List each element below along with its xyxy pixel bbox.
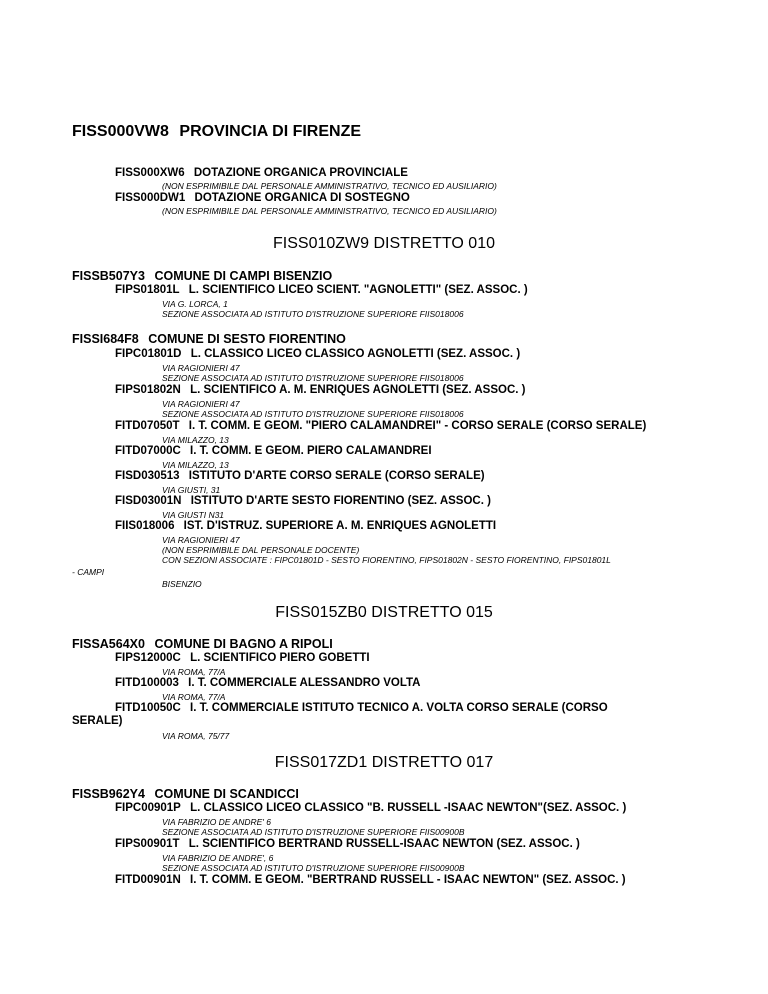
school-address: VIA FABRIZIO DE ANDRE', 6 bbox=[162, 853, 274, 863]
school-entry: FITD07000C I. T. COMM. E GEOM. PIERO CALAMANDREI bbox=[115, 445, 432, 457]
school-entry: FIPS01801L L. SCIENTIFICO LICEO SCIENT. "AGNOLETTI" (SEZ. ASSOC. ) bbox=[115, 284, 528, 296]
school-note: (NON ESPRIMIBILE DAL PERSONALE DOCENTE) bbox=[162, 545, 360, 555]
wrapped-text-fragment: SERALE) bbox=[72, 715, 123, 727]
school-address: VIA ROMA, 75/77 bbox=[162, 731, 230, 741]
school-address: VIA FABRIZIO DE ANDRE' 6 bbox=[162, 817, 271, 827]
school-address: VIA RAGIONIERI 47 bbox=[162, 399, 240, 409]
province-entry: FISS000DW1 DOTAZIONE ORGANICA DI SOSTEGNO bbox=[115, 192, 410, 204]
school-entry: FISD030513 ISTITUTO D'ARTE CORSO SERALE (CORSO SERALE) bbox=[115, 470, 485, 482]
school-entry: FIPC00901P L. CLASSICO LICEO CLASSICO "B. RUSSELL -ISAAC NEWTON"(SEZ. ASSOC. ) bbox=[115, 802, 627, 814]
comune-heading: FISSB962Y4 COMUNE DI SCANDICCI bbox=[72, 787, 299, 801]
school-entry: FIPS01802N L. SCIENTIFICO A. M. ENRIQUES AGNOLETTI (SEZ. ASSOC. ) bbox=[115, 384, 526, 396]
comune-heading: FISSA564X0 COMUNE DI BAGNO A RIPOLI bbox=[72, 637, 333, 651]
school-entry: FIPS00901T L. SCIENTIFICO BERTRAND RUSSELL-ISAAC NEWTON (SEZ. ASSOC. ) bbox=[115, 838, 580, 850]
district-heading: FISS015ZB0 DISTRETTO 015 bbox=[275, 604, 493, 621]
school-address: VIA RAGIONIERI 47 bbox=[162, 535, 240, 545]
school-entry: FIPS12000C L. SCIENTIFICO PIERO GOBETTI bbox=[115, 652, 370, 664]
school-entry: FITD07050T I. T. COMM. E GEOM. "PIERO CALAMANDREI" - CORSO SERALE (CORSO SERALE) bbox=[115, 420, 647, 432]
wrapped-text-fragment: BISENZIO bbox=[162, 579, 202, 589]
school-address: VIA MILAZZO, 13 bbox=[162, 460, 229, 470]
school-note: CON SEZIONI ASSOCIATE : FIPC01801D - SESTO FIORENTINO, FIPS01802N - SESTO FIORENTINO, FIPS01801L bbox=[162, 555, 611, 565]
school-note: SEZIONE ASSOCIATA AD ISTITUTO D'ISTRUZIONE SUPERIORE FIIS018006 bbox=[162, 409, 464, 419]
school-entry: FITD100003 I. T. COMMERCIALE ALESSANDRO VOLTA bbox=[115, 677, 421, 689]
school-address: VIA ROMA, 77/A bbox=[162, 667, 226, 677]
comune-heading: FISSB507Y3 COMUNE DI CAMPI BISENZIO bbox=[72, 269, 333, 283]
school-address: VIA ROMA, 77/A bbox=[162, 692, 226, 702]
school-note: SEZIONE ASSOCIATA AD ISTITUTO D'ISTRUZIONE SUPERIORE FIIS018006 bbox=[162, 309, 464, 319]
wrapped-text-fragment: - CAMPI bbox=[72, 567, 105, 577]
school-note: SEZIONE ASSOCIATA AD ISTITUTO D'ISTRUZIONE SUPERIORE FIIS00900B bbox=[162, 863, 465, 873]
school-entry: FIPC01801D L. CLASSICO LICEO CLASSICO AGNOLETTI (SEZ. ASSOC. ) bbox=[115, 348, 521, 360]
school-entry: FITD00901N I. T. COMM. E GEOM. "BERTRAND RUSSELL - ISAAC NEWTON" (SEZ. ASSOC. ) bbox=[115, 874, 626, 886]
province-name: PROVINCIA DI FIRENZE bbox=[179, 123, 362, 140]
school-entry: FIIS018006 IST. D'ISTRUZ. SUPERIORE A. M. ENRIQUES AGNOLETTI bbox=[115, 520, 497, 532]
school-address: VIA GIUSTI N31 bbox=[162, 510, 225, 520]
district-heading: FISS017ZD1 DISTRETTO 017 bbox=[274, 754, 494, 771]
school-address: VIA GIUSTI, 31 bbox=[162, 485, 221, 495]
comune-heading: FISSI684F8 COMUNE DI SESTO FIORENTINO bbox=[72, 332, 346, 346]
district-heading: FISS010ZW9 DISTRETTO 010 bbox=[273, 235, 495, 252]
province-code: FISS000VW8 bbox=[72, 123, 169, 140]
school-address: VIA MILAZZO, 13 bbox=[162, 435, 229, 445]
school-note: SEZIONE ASSOCIATA AD ISTITUTO D'ISTRUZIONE SUPERIORE FIIS00900B bbox=[162, 827, 465, 837]
entry-note: (NON ESPRIMIBILE DAL PERSONALE AMMINISTRATIVO, TECNICO ED AUSILIARIO) bbox=[162, 206, 497, 216]
school-address: VIA RAGIONIERI 47 bbox=[162, 363, 240, 373]
province-heading bbox=[72, 124, 361, 140]
school-entry: FITD10050C I. T. COMMERCIALE ISTITUTO TECNICO A. VOLTA CORSO SERALE (CORSO bbox=[115, 702, 608, 714]
school-address: VIA G. LORCA, 1 bbox=[162, 299, 228, 309]
province-entry: FISS000XW6 DOTAZIONE ORGANICA PROVINCIALE bbox=[115, 167, 408, 179]
entry-note: (NON ESPRIMIBILE DAL PERSONALE AMMINISTRATIVO, TECNICO ED AUSILIARIO) bbox=[162, 181, 497, 191]
school-note: SEZIONE ASSOCIATA AD ISTITUTO D'ISTRUZIONE SUPERIORE FIIS018006 bbox=[162, 373, 464, 383]
school-entry: FISD03001N ISTITUTO D'ARTE SESTO FIORENTINO (SEZ. ASSOC. ) bbox=[115, 495, 491, 507]
